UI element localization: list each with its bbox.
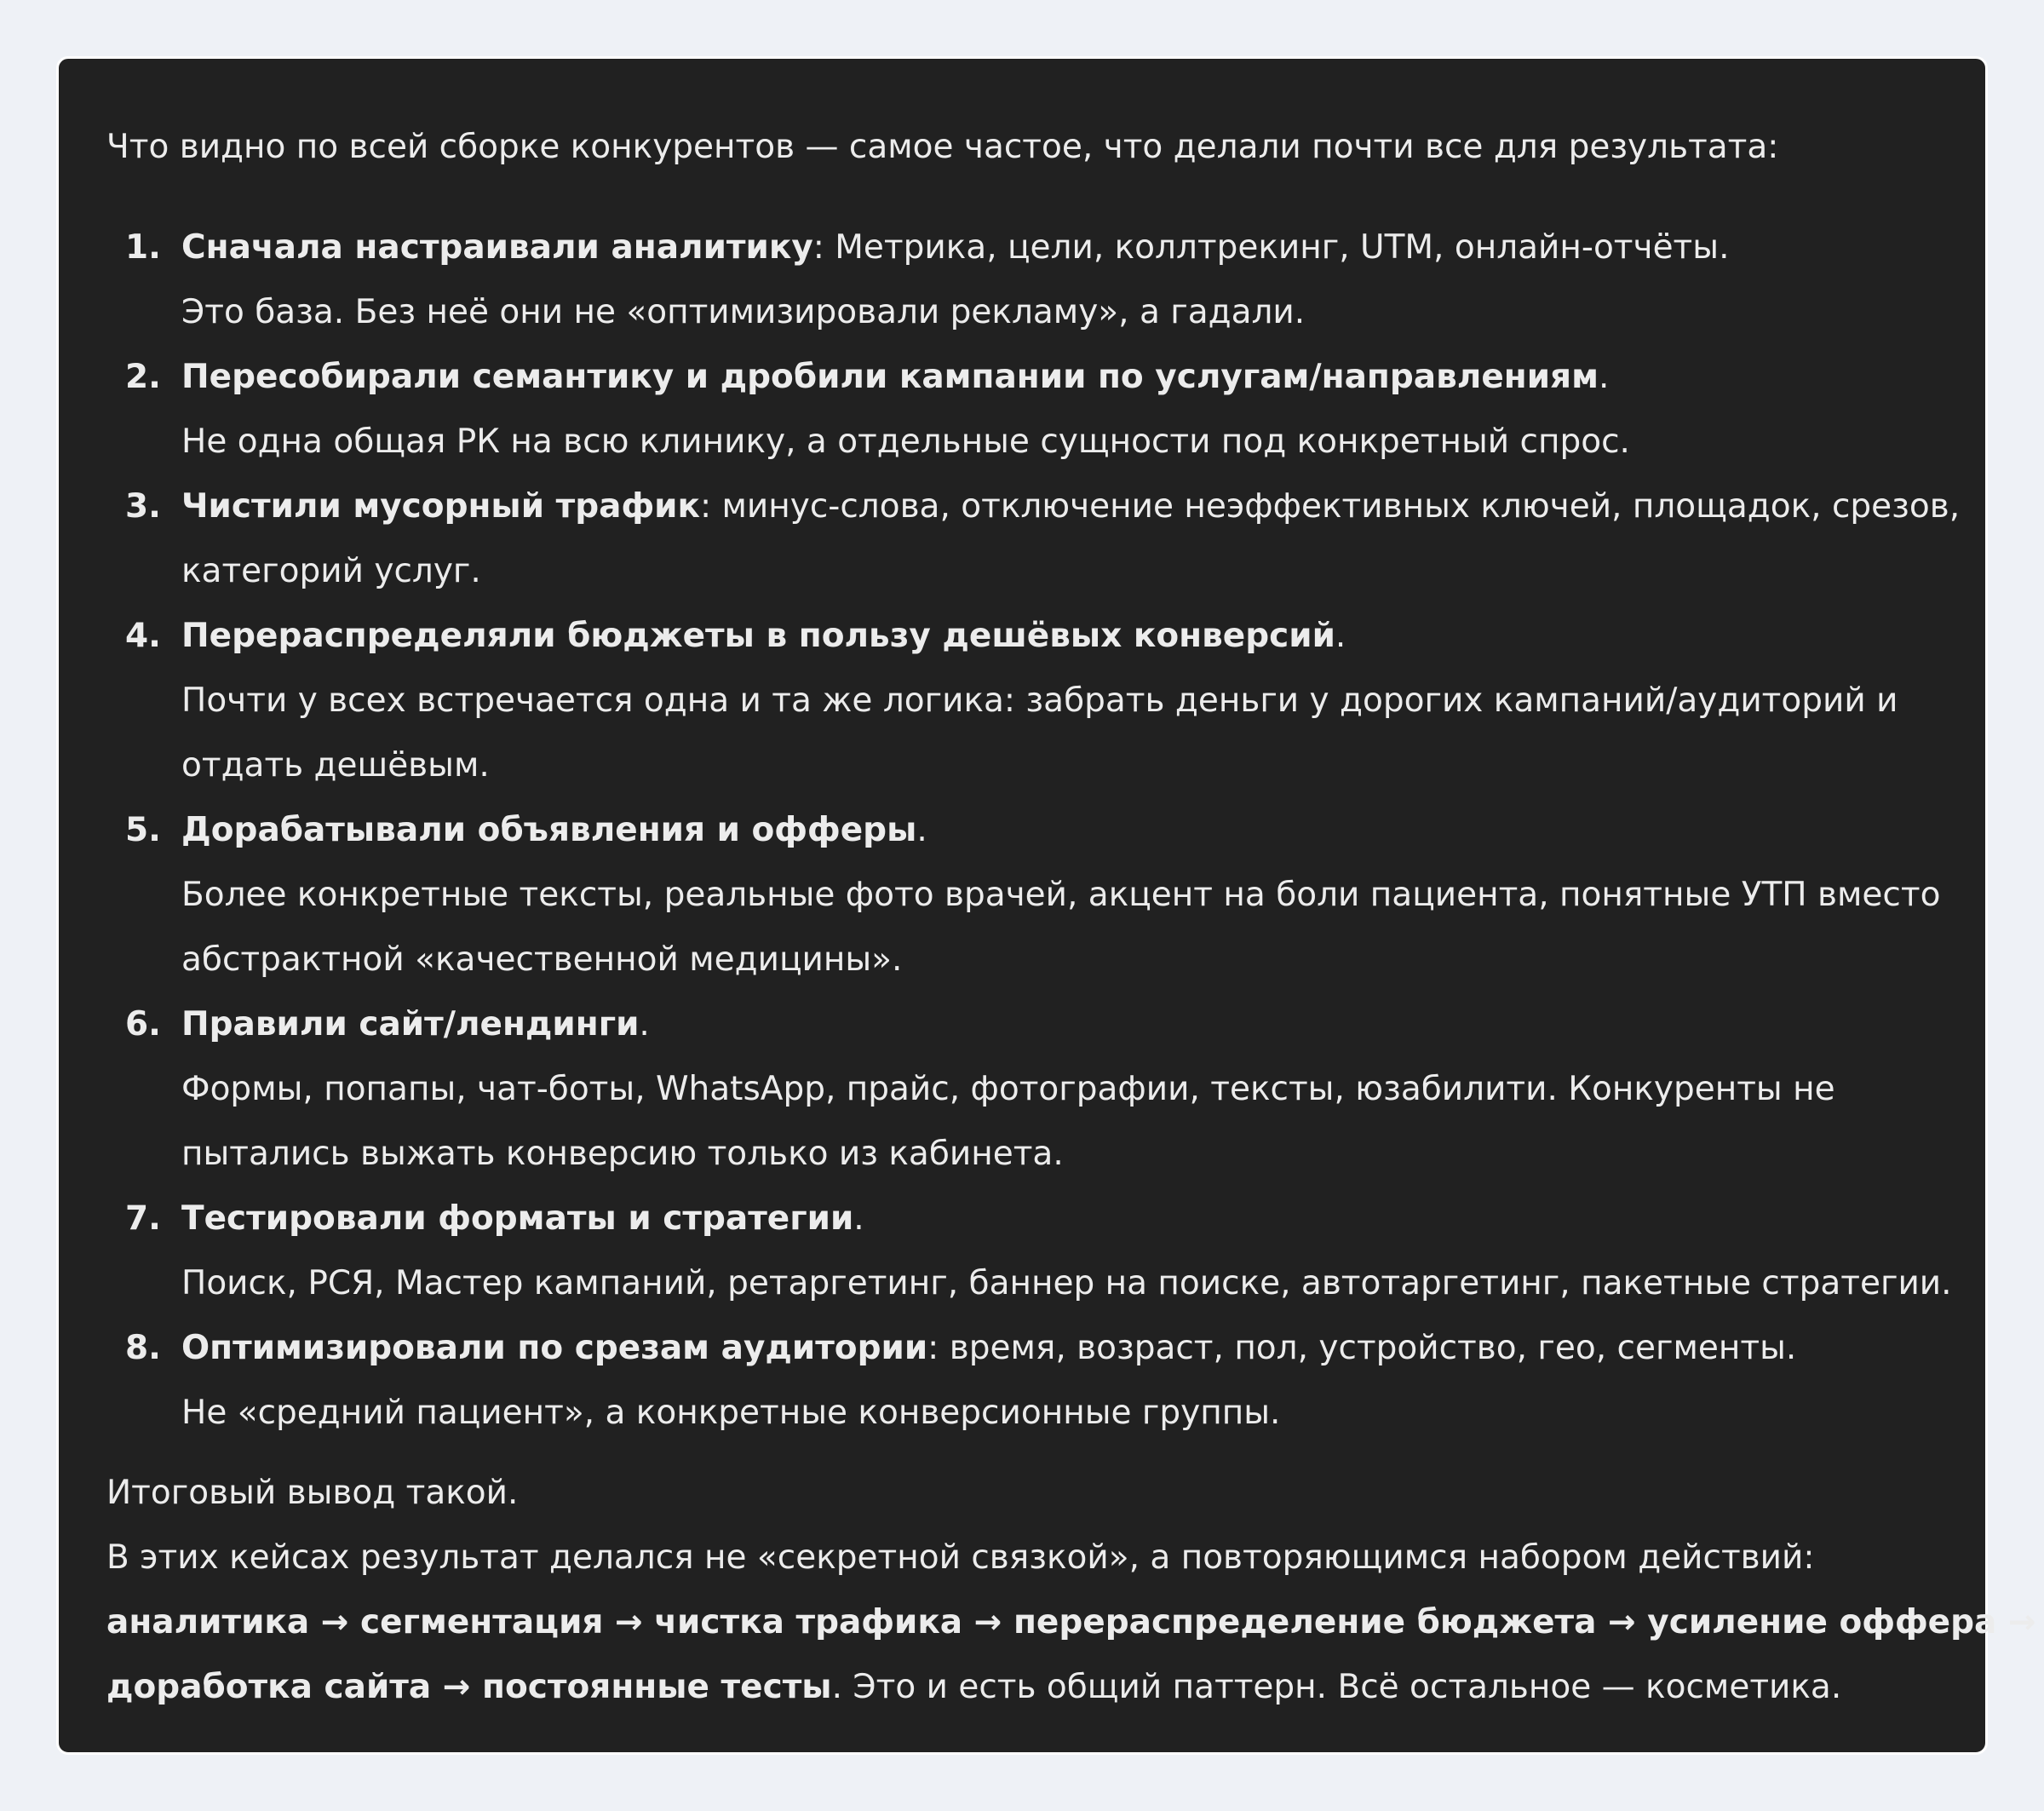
list-item-number: 8. xyxy=(125,1329,161,1367)
conclusion xyxy=(106,1461,2036,1720)
list-item-rest: . xyxy=(853,1199,864,1238)
findings-list xyxy=(106,216,1961,1446)
list-item-title: Пересобирали семантику и дробили кампании по услугам/направлениям xyxy=(181,358,1599,396)
list-item-heading-line xyxy=(181,1316,1938,1381)
list-item-title: Оптимизировали по срезам аудитории xyxy=(181,1329,928,1367)
list-item-number: 1. xyxy=(125,228,161,267)
list-item-title: Сначала настраивали аналитику xyxy=(181,228,813,267)
list-item-heading-line xyxy=(181,474,1960,539)
list-item-detail: пытались выжать конверсию только из кабинета. xyxy=(181,1135,1064,1173)
list-item xyxy=(106,1316,1938,1446)
list-item-heading-line xyxy=(181,604,1938,669)
list-item-detail: Это база. Без неё они не «оптимизировали рекламу», а гадали. xyxy=(181,293,1306,331)
list-item-number: 3. xyxy=(125,487,161,526)
conclusion-heading: Итоговый вывод такой. xyxy=(106,1474,519,1512)
list-item-detail: Не одна общая РК на всю клинику, а отдельные сущности под конкретный спрос. xyxy=(181,423,1630,461)
list-item xyxy=(106,1187,1952,1316)
list-item-rest: : время, возраст, пол, устройство, гео, сегменты. xyxy=(927,1329,1797,1367)
list-item-rest: . xyxy=(639,1005,650,1043)
list-item-detail: категорий услуг. xyxy=(181,552,481,590)
list-item-body xyxy=(181,604,1938,798)
list-item-number: 4. xyxy=(125,617,161,655)
list-item-rest: . xyxy=(1335,617,1346,655)
list-item-body xyxy=(181,1187,1952,1316)
list-item xyxy=(106,345,1938,474)
list-item-number: 7. xyxy=(125,1199,161,1238)
pattern-chain-line xyxy=(106,1590,2036,1655)
list-item xyxy=(106,798,1941,992)
message-card xyxy=(56,56,2036,1755)
pattern-chain: аналитика → сегментация → чистка трафика → перераспределение бюджета → усиление оффера → xyxy=(106,1603,2036,1641)
list-item xyxy=(106,604,1938,798)
list-item-detail: Почти у всех встречается одна и та же логика: забрать деньги у дорогих кампаний/аудиторий и xyxy=(181,681,1898,720)
list-item-body xyxy=(181,216,1938,345)
conclusion-text: В этих кейсах результат делался не «секретной связкой», а повторяющимся набором действий: xyxy=(106,1538,1815,1577)
list-item xyxy=(106,216,1938,345)
list-item-detail: Более конкретные тексты, реальные фото врачей, акцент на боли пациента, понятные УТП вместо xyxy=(181,876,1941,914)
list-item-detail: отдать дешёвым. xyxy=(181,746,490,785)
list-item-rest: : Метрика, цели, коллтрекинг, UTM, онлайн-отчёты. xyxy=(812,228,1730,267)
list-item-body xyxy=(181,798,1940,992)
list-item-heading-line xyxy=(181,345,1938,410)
list-item-rest: : минус-слова, отключение неэффективных ключей, площадок, срезов, xyxy=(699,487,1961,526)
list-item-title: Тестировали форматы и стратегии xyxy=(181,1199,854,1238)
list-item-body xyxy=(181,1316,1938,1446)
intro-text: Что видно по всей сборке конкурентов — самое частое, что делали почти все для результата: xyxy=(106,128,1779,166)
list-item-body xyxy=(181,474,1960,604)
list-item-title: Перераспределяли бюджеты в пользу дешёвых конверсий xyxy=(181,617,1335,655)
pattern-chain-line xyxy=(106,1655,1938,1720)
list-item-detail: Поиск, РСЯ, Мастер кампаний, ретаргетинг, баннер на поиске, автотаргетинг, пакетные стратегии. xyxy=(181,1264,1952,1302)
list-item-heading-line xyxy=(181,992,1938,1057)
list-item-heading-line xyxy=(181,798,1940,863)
list-item-number: 6. xyxy=(125,1005,161,1043)
list-item-title: Правили сайт/лендинги xyxy=(181,1005,640,1043)
list-item xyxy=(106,992,1938,1187)
list-item-title: Чистили мусорный трафик xyxy=(181,487,700,526)
list-item-rest: . xyxy=(916,811,927,849)
list-item-rest: . xyxy=(1598,358,1610,396)
list-item-number: 2. xyxy=(125,358,161,396)
list-item-heading-line xyxy=(181,216,1938,280)
list-item-heading-line xyxy=(181,1187,1952,1251)
pattern-summary: . Это и есть общий паттерн. Всё остальное — косметика. xyxy=(831,1668,1842,1706)
list-item-detail: Формы, попапы, чат-боты, WhatsApp, прайс, фотографии, тексты, юзабилити. Конкуренты не xyxy=(181,1070,1835,1108)
pattern-chain: доработка сайта → постоянные тесты xyxy=(106,1668,832,1706)
list-item xyxy=(106,474,1961,604)
list-item-body xyxy=(181,992,1938,1187)
list-item-body xyxy=(181,345,1938,474)
list-item-detail: абстрактной «качественной медицины». xyxy=(181,940,903,979)
list-item-number: 5. xyxy=(125,811,161,849)
list-item-detail: Не «средний пациент», а конкретные конверсионные группы. xyxy=(181,1394,1281,1432)
list-item-title: Дорабатывали объявления и офферы xyxy=(181,811,917,849)
